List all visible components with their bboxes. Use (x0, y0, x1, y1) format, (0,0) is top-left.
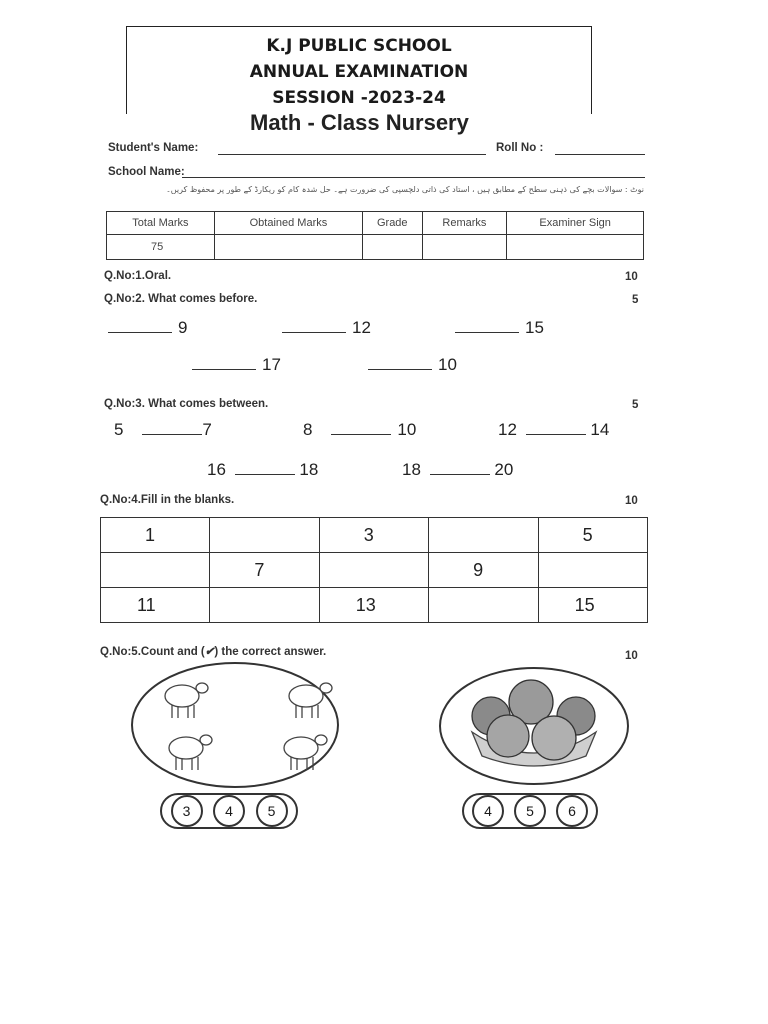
session-text: SESSION -2023-24 (272, 88, 446, 108)
grid-cell: 3 (319, 518, 428, 553)
grade-cell[interactable] (363, 235, 422, 260)
sheep-illustration (128, 660, 342, 790)
grid-cell: 7 (210, 553, 319, 588)
grid-cell-blank[interactable] (429, 588, 538, 623)
option-circle[interactable]: 5 (514, 795, 546, 827)
q2-label: Q.No:2. What comes before. (104, 293, 258, 305)
answer-blank[interactable] (282, 332, 346, 333)
q2-marks: 5 (632, 294, 639, 306)
sheep-icon (289, 683, 332, 718)
marks-header-cell: Remarks (422, 212, 507, 235)
grid-cell: 13 (319, 588, 428, 623)
q3-item: 12 14 (498, 420, 610, 439)
student-name-label: Student's Name: (108, 142, 199, 154)
q4-label: Q.No:4.Fill in the blanks. (100, 494, 235, 506)
grid-cell-blank[interactable] (538, 553, 647, 588)
apple-icon (532, 716, 576, 760)
q3-item: 5 7 (114, 420, 212, 439)
sheep-options (160, 793, 298, 829)
school-name-line[interactable] (182, 177, 645, 178)
q5-label: Q.No:5.Count and (✔) the correct answer. (100, 646, 327, 658)
apple-icon (487, 715, 529, 757)
q5-marks: 10 (625, 650, 638, 662)
answer-blank[interactable] (526, 434, 586, 435)
grid-cell-blank[interactable] (429, 518, 538, 553)
grid-cell: 9 (429, 553, 538, 588)
answer-blank[interactable] (430, 474, 490, 475)
obtained-marks-cell[interactable] (214, 235, 362, 260)
answer-blank[interactable] (108, 332, 172, 333)
q3-item: 16 18 (207, 460, 319, 479)
q4-marks: 10 (625, 495, 638, 507)
exam-name: ANNUAL EXAMINATION (249, 62, 469, 82)
q3-marks: 5 (632, 399, 639, 411)
answer-blank[interactable] (192, 369, 256, 370)
q3-item: 18 20 (402, 460, 514, 479)
q2-item: 10 (368, 355, 457, 375)
tick-icon: ✔ (204, 646, 215, 658)
grid-cell: 5 (538, 518, 647, 553)
grid-row (101, 588, 648, 623)
roll-no-label: Roll No : (496, 142, 544, 154)
grid-cell: 15 (538, 588, 647, 623)
q3-item: 8 10 (303, 420, 417, 439)
grid-cell-blank[interactable] (319, 553, 428, 588)
grid-cell: 11 (101, 588, 210, 623)
paper-title: Math - Class Nursery (250, 110, 469, 135)
school-header-box (126, 26, 592, 114)
q2-item: 12 (282, 318, 371, 338)
grid-row (101, 518, 648, 553)
option-circle[interactable]: 3 (171, 795, 203, 827)
apple-options (462, 793, 598, 829)
grid-row (101, 553, 648, 588)
student-name-line[interactable] (218, 154, 486, 155)
q1-marks: 10 (625, 271, 638, 283)
grid-cell: 1 (101, 518, 210, 553)
marks-header-cell: Total Marks (107, 212, 215, 235)
urdu-instructions: نوٹ : سوالات بچے کی ذہنی سطح کے مطابق ہیں ، استاد کی ذاتی دلچسپی کی ضرورت ہے۔ حل شدہ کام کو ریکارڈ کے طور پر محفوظ کریں۔ (166, 185, 644, 194)
remarks-cell[interactable] (422, 235, 507, 260)
sheep-icon (169, 735, 212, 770)
marks-header-row (107, 212, 644, 235)
marks-value-row (107, 235, 644, 260)
q2-item: 15 (455, 318, 544, 338)
answer-blank[interactable] (455, 332, 519, 333)
total-marks-value: 75 (107, 235, 215, 260)
marks-header-cell: Obtained Marks (214, 212, 362, 235)
option-circle[interactable]: 5 (256, 795, 288, 827)
q2-item: 9 (108, 318, 187, 338)
grid-cell-blank[interactable] (210, 588, 319, 623)
sheep-icon (165, 683, 208, 718)
grid-cell-blank[interactable] (101, 553, 210, 588)
examiner-sign-cell[interactable] (507, 235, 644, 260)
q2-item: 17 (192, 355, 281, 375)
sheep-icon (284, 735, 327, 770)
q3-label: Q.No:3. What comes between. (104, 398, 269, 410)
answer-blank[interactable] (368, 369, 432, 370)
answer-blank[interactable] (235, 474, 295, 475)
marks-header-cell: Examiner Sign (507, 212, 644, 235)
q1-label: Q.No:1.Oral. (104, 270, 172, 282)
marks-table (106, 211, 644, 260)
answer-blank[interactable] (142, 434, 202, 435)
apples-illustration (436, 664, 632, 788)
grid-cell-blank[interactable] (210, 518, 319, 553)
option-circle[interactable]: 4 (472, 795, 504, 827)
option-circle[interactable]: 6 (556, 795, 588, 827)
school-name: K.J PUBLIC SCHOOL (266, 36, 452, 56)
marks-header-cell: Grade (363, 212, 422, 235)
fill-blanks-grid (100, 517, 648, 623)
school-name-label: School Name: (108, 166, 185, 178)
roll-no-line[interactable] (555, 154, 645, 155)
answer-blank[interactable] (331, 434, 391, 435)
option-circle[interactable]: 4 (213, 795, 245, 827)
